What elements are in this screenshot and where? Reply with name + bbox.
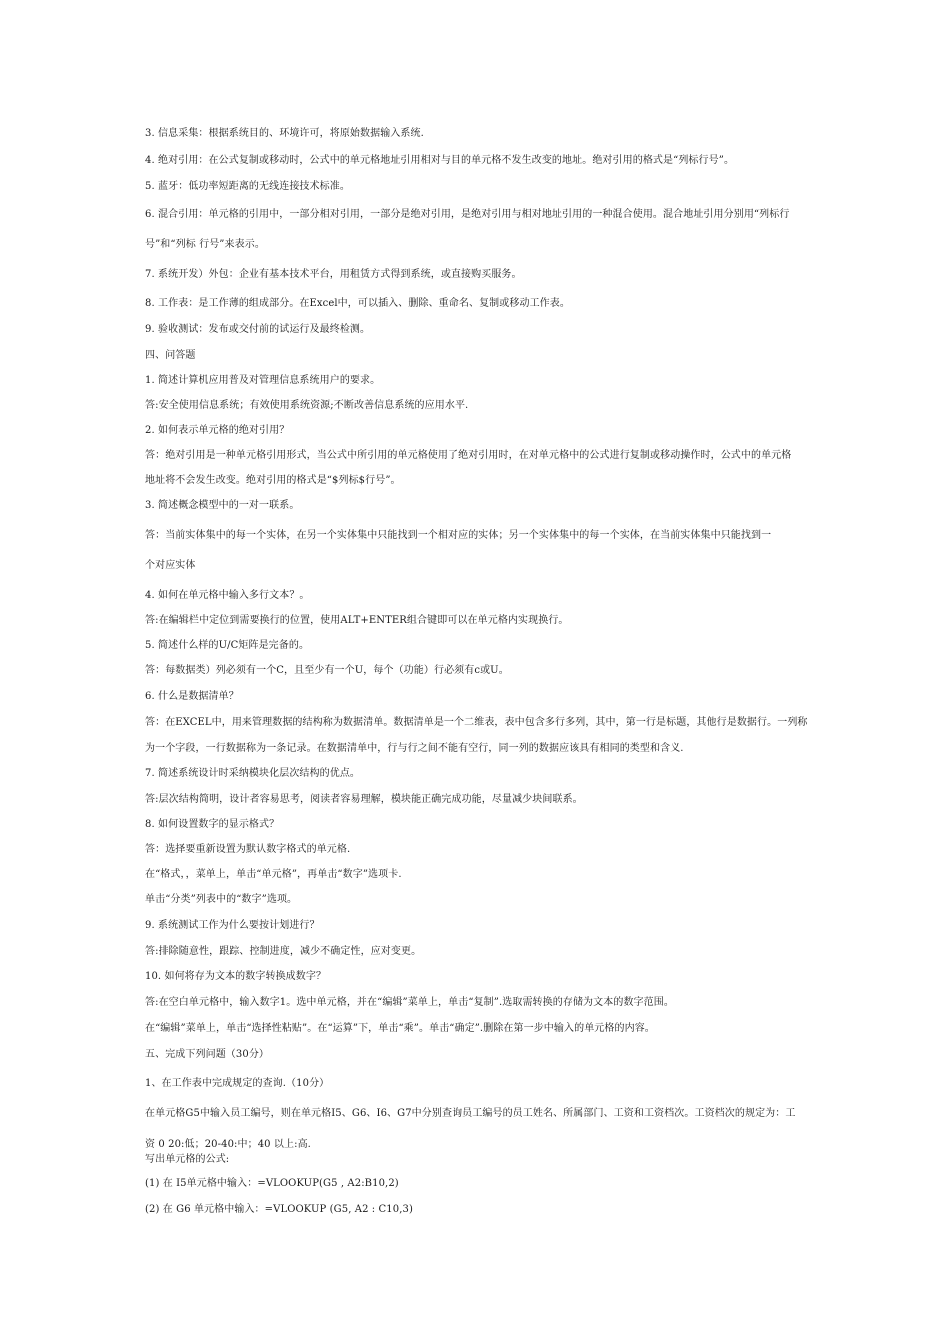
question-line: 8. 如何设置数字的显示格式？ [145, 819, 280, 830]
answer-line: 答:安全使用信息系统；有效使用系统资源;不断改善信息系统的应用水平. [145, 400, 469, 411]
question-line: 10. 如何将存为文本的数字转换成数字？ [145, 971, 327, 982]
answer-line: 答:排除随意性，跟踪、控制进度，减少不确定性，应对变更。 [145, 946, 422, 957]
section-heading: 五、完成下列问题（30分） [145, 1049, 270, 1060]
answer-line: 在“编辑”菜单上，单击“选择性粘贴”。在“运算”下，单击“乘”。单击“确定”.删除在第一步中输入的单元格的内容。 [145, 1023, 655, 1034]
question-line: 7. 简述系统设计时采纳模块化层次结构的优点。 [145, 768, 361, 779]
answer-line: 个对应实体 [145, 560, 196, 571]
text-line: 5. 蓝牙：低功率短距离的无线连接技术标准。 [145, 181, 350, 192]
text-line: 在单元格G5中输入员工编号，则在单元格I5、G6、I6、G7中分别查询员工编号的员工姓名、所属部门、工资和工资档次。工资档次的规定为：工 [145, 1108, 796, 1119]
question-line: 2. 如何表示单元格的绝对引用？ [145, 425, 290, 436]
text-line: 6. 混合引用：单元格的引用中，一部分相对引用，一部分是绝对引用，是绝对引用与相对地址引用的一种混合使用。混合地址引用分别用“列标行 [145, 209, 790, 220]
text-line: 3. 信息采集：根据系统目的、环境许可，将原始数据输入系统. [145, 128, 424, 139]
text-line: 7. 系统开发）外包：企业有基本技术平台，用租赁方式得到系统，或直接购买服务。 [145, 269, 522, 280]
formula-line: (2) 在 G6 单元格中输入：=VLOOKUP (G5, A2 : C10,3) [145, 1204, 413, 1215]
answer-line: 答：绝对引用是一种单元格引用形式，当公式中所引用的单元格使用了绝对引用时，在对单元格中的公式进行复制或移动操作时，公式中的单元格 [145, 450, 792, 461]
formula-line: (1) 在 I5单元格中输入：=VLOOKUP(G5 , A2:B10,2) [145, 1178, 399, 1189]
question-line: 3. 简述概念模型中的一对一联系。 [145, 500, 300, 511]
question-line: 1. 简述计算机应用普及对管理信息系统用户的要求。 [145, 375, 381, 386]
text-line: 资 0 20:低；20-40:中；40 以上:高. [145, 1139, 311, 1150]
text-line: 8. 工作表：是工作薄的组成部分。在Excel中，可以插入、删除、重命名、复制或移动工作表。 [145, 298, 570, 309]
answer-line: 单击“分类”列表中的“数字”选项。 [145, 894, 298, 905]
question-line: 4. 如何在单元格中输入多行文本？。 [145, 590, 310, 601]
answer-line: 答:在空白单元格中，输入数字1。选中单元格，并在“编辑”菜单上，单击“复制”.选取需转换的存储为文本的数字范围。 [145, 997, 674, 1008]
answer-line: 在“格式，，菜单上，单击“单元格”，再单击“数字”选项卡. [145, 869, 402, 880]
answer-line: 答：在EXCEL中，用来管理数据的结构称为数据清单。数据清单是一个二维表，表中包含多行多列，其中，第一行是标题，其他行是数据行。一列称 [145, 717, 808, 728]
answer-line: 答：当前实体集中的每一个实体，在另一个实体集中只能找到一个相对应的实体；另一个实体集中的每一个实体，在当前实体集中只能找到一 [145, 530, 772, 541]
text-line: 4. 绝对引用：在公式复制或移动时，公式中的单元格地址引用相对与目的单元格不发生改变的地址。绝对引用的格式是“列标行号”。 [145, 155, 735, 166]
text-line: 写出单元格的公式: [145, 1154, 230, 1165]
answer-line: 答:层次结构简明，设计者容易思考，阅读者容易理解，模块能正确完成功能，尽量减少块间联系。 [145, 794, 583, 805]
text-line: 号”和“列标 行号”来表示。 [145, 239, 265, 250]
answer-line: 地址将不会发生改变。绝对引用的格式是“$列标$行号”。 [145, 475, 401, 486]
answer-line: 答：每数据类）列必须有一个C，且至少有一个U，每个（功能）行必须有c或U。 [145, 665, 509, 676]
answer-line: 答:在编辑栏中定位到需要换行的位置，使用ALT+ENTER组合键即可以在单元格内实现换行。 [145, 615, 569, 626]
text-line: 9. 验收测试：发布或交付前的试运行及最终检测。 [145, 324, 371, 335]
question-line: 6. 什么是数据清单？ [145, 691, 239, 702]
answer-line: 为一个字段，一行数据称为一条记录。在数据清单中，行与行之间不能有空行，同一列的数据应该具有相同的类型和含义. [145, 743, 684, 754]
answer-line: 答：选择要重新设置为默认数字格式的单元格. [145, 844, 351, 855]
question-line: 5. 简述什么样的U/C矩阵是完备的。 [145, 640, 310, 651]
section-heading: 四、问答题 [145, 350, 196, 361]
question-line: 1、在工作表中完成规定的查询.（10分） [145, 1078, 330, 1089]
question-line: 9. 系统测试工作为什么要按计划进行？ [145, 920, 320, 931]
